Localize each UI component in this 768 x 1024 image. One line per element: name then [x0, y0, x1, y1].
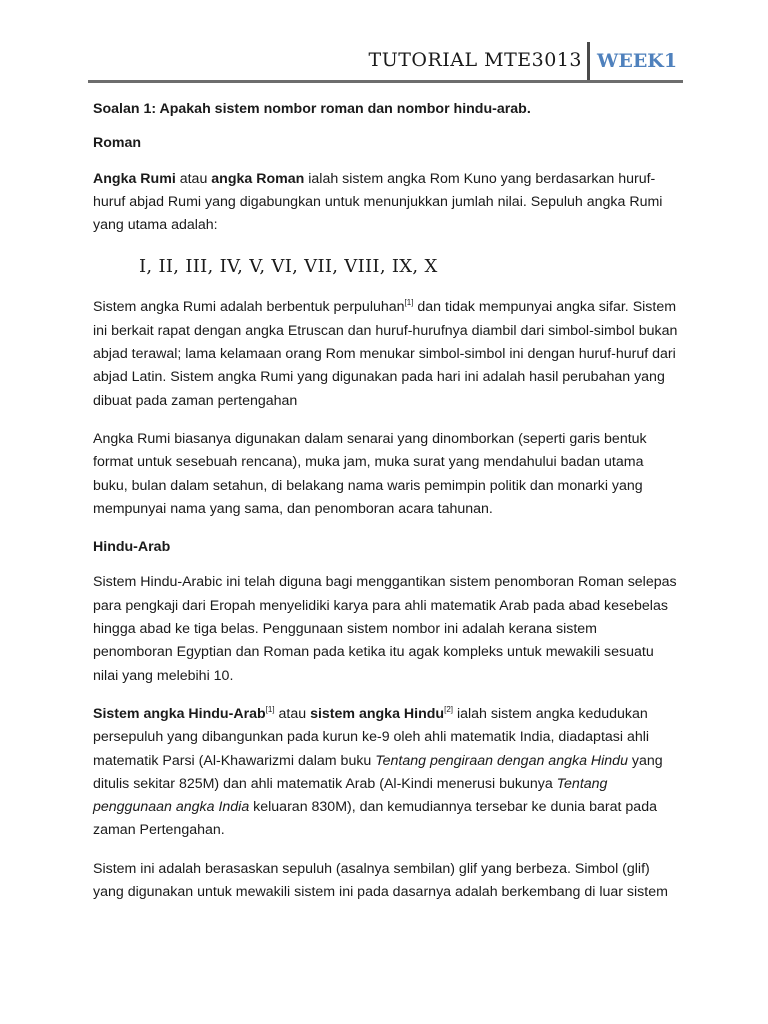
question-heading: Soalan 1: Apakah sistem nombor roman dan nombor hindu-arab. — [93, 101, 531, 117]
header-title: TUTORIAL MTE3013 — [368, 49, 582, 71]
text-run: dan tidak mempunyai angka sifar. Sistem ini berkait rapat dengan angka Etruscan dan huruf-hurufnya diambil dari simbol-simbol bukan abjad terawal; lama kelamaan orang Rom menukar simbol-simbol ini dengan huruf-huruf dari abjad Latin. Sistem angka Rumi yang digunakan pada hari ini adalah hasil perubahan yang dibuat pada zaman pertengahan — [93, 299, 678, 409]
hindu-paragraph-2 — [93, 703, 678, 843]
section-heading-roman: Roman — [93, 135, 142, 152]
header-rule — [88, 80, 683, 83]
header-week-label: WEEK1 — [597, 50, 678, 72]
text-run: ialah sistem angka kedudukan persepuluh yang dibangunkan pada kurun ke-9 oleh ahli matematik India, diadaptasi ahli matematik Parsi (Al-Khawarizmi dalam buku — [93, 705, 650, 769]
bold-term: Sistem angka Hindu-Arab — [93, 705, 266, 722]
roman-paragraph-2 — [93, 296, 678, 412]
hindu-paragraph-1: Sistem Hindu-Arabic ini telah diguna bagi menggantikan sistem penomboran Roman selepas para pengkaji dari Eropah menyelidiki karya para ahli matematik Arab pada abad kesebelas hingga abad ke tiga belas. Penggunaan sistem nombor ini adalah kerana sistem penomboran Egyptian dan Roman pada ketika itu agak kompleks untuk mewakili sesuatu nilai yang melebihi 10. — [93, 574, 677, 684]
page-header — [0, 40, 768, 84]
text-run: ialah sistem angka Rom Kuno yang berdasarkan huruf-huruf abjad Rumi yang digabungkan untuk menunjukkan jumlah nilai. Sepuluh angka Rumi yang utama adalah: — [93, 170, 663, 234]
bold-term: angka Roman — [211, 170, 305, 187]
roman-numerals-line: I, II, III, IV, V, VI, VII, VIII, IX, X — [139, 256, 438, 278]
roman-paragraph-3: Angka Rumi biasanya digunakan dalam senarai yang dinomborkan (seperti garis bentuk format untuk sesebuah rencana), muka jam, muka surat yang mendahului badan utama buku, bulan dalam setahun, di belakang nama waris pemimpin politik dan monarki yang mempunyai nama yang sama, dan penomboran acara tahunan. — [93, 430, 647, 517]
document-body — [93, 98, 678, 919]
citation-ref[interactable]: [1] — [404, 298, 414, 308]
text-run: atau — [274, 705, 311, 722]
book-title: Tentang penggunaan angka India — [93, 775, 608, 816]
bold-term: sistem angka Hindu — [310, 705, 445, 722]
hindu-paragraph-3: Sistem ini adalah berasaskan sepuluh (asalnya sembilan) glif yang berbeza. Simbol (glif) yang digunakan untuk mewakili sistem ini pada dasarnya adalah berkembang di luar sistem — [93, 860, 668, 901]
citation-ref[interactable]: [1] — [265, 704, 275, 714]
citation-ref[interactable]: [2] — [444, 704, 453, 714]
roman-paragraph-1 — [93, 168, 678, 238]
book-title: Tentang pengiraan dengan angka Hindu — [375, 752, 628, 769]
section-heading-hindu-arab: Hindu-Arab — [93, 539, 171, 556]
text-run: yang ditulis sekitar 825M) dan ahli matematik Arab (Al-Kindi menerusi bukunya — [93, 752, 663, 792]
bold-term: Angka Rumi — [93, 170, 176, 187]
header-divider — [587, 42, 590, 82]
text-run: keluaran 830M), dan kemudiannya tersebar ke dunia barat pada zaman Pertengahan. — [93, 799, 657, 839]
text-run: atau — [175, 170, 212, 187]
text-run: Sistem angka Rumi adalah berbentuk perpuluhan — [93, 299, 405, 316]
